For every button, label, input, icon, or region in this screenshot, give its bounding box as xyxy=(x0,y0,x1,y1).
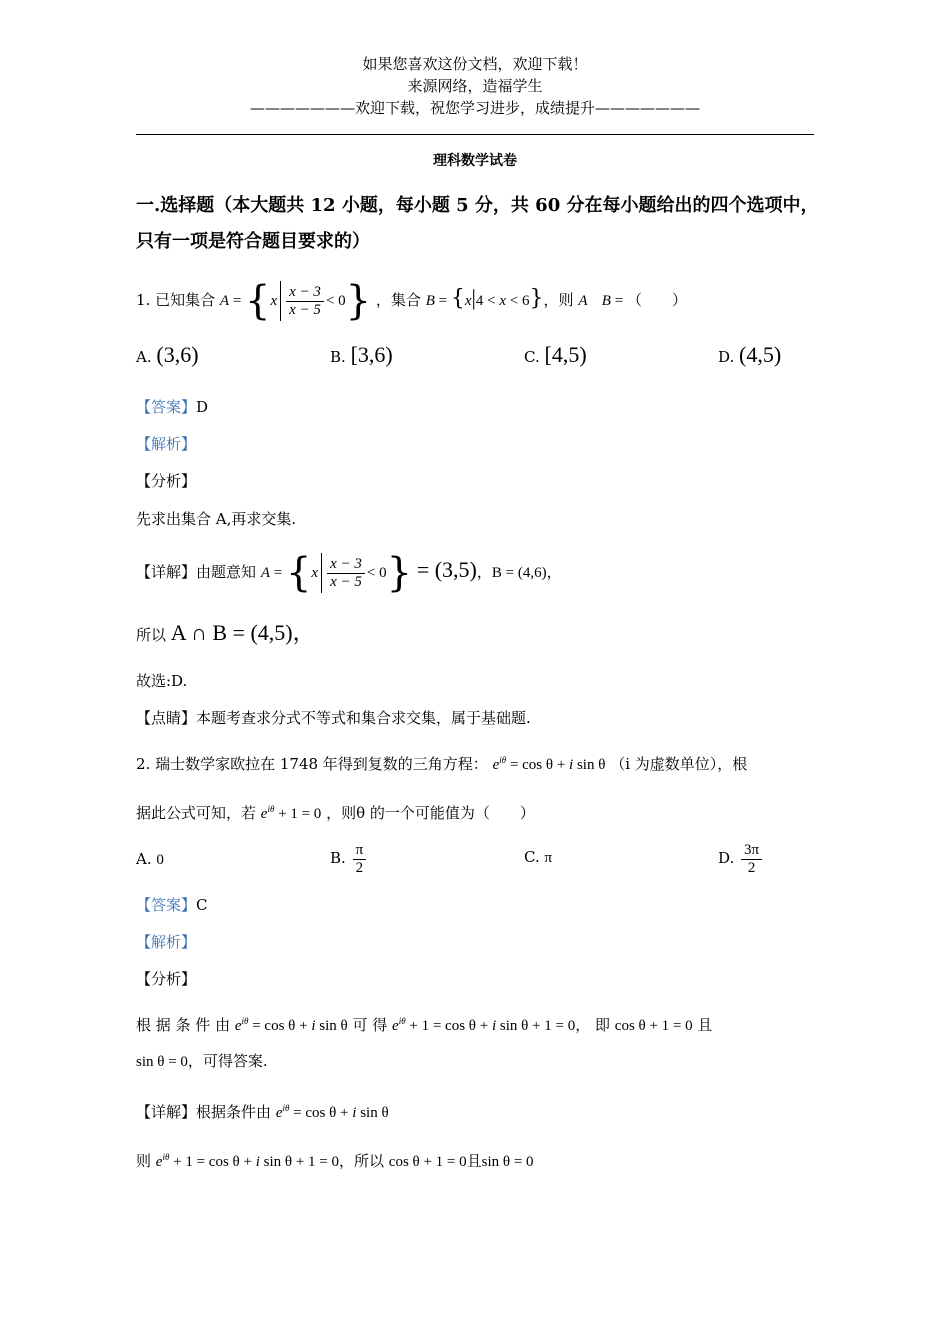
question-2-stem-line-2: 据此公式可知，若 $e^{i\theta} + 1 = 0$ ，则θ 的一个可能值为（ ） xyxy=(136,804,535,822)
question-number: 2. xyxy=(136,755,151,773)
q2-fenxi-line-2: sin θ = 0，可得答案. xyxy=(136,1052,268,1070)
header-line-3: ———————欢迎下载，祝您学习进步，成绩提升——————— xyxy=(249,99,700,117)
q1-option-b[interactable]: B. [3,6) xyxy=(330,342,393,367)
q1-jiexi-tag: 【解析】 xyxy=(136,435,197,453)
q1-option-a[interactable]: A. (3,6) xyxy=(136,342,199,367)
q1-option-c[interactable]: C. [4,5) xyxy=(524,342,587,367)
q2-jiexi-tag: 【解析】 xyxy=(136,933,197,951)
section-heading-line-2: 只有一项是符合题目要求的） xyxy=(136,231,370,252)
question-2-stem-line-1: 2. 瑞士数学家欧拉在 1748 年得到复数的三角方程： $e^{i\theta} = \cos \theta + i$ sin θ （i 为虚数单位），根 xyxy=(136,755,748,773)
q1-guxuan: 故选:D. xyxy=(136,672,188,690)
q2-xiangjie: 【详解】根据条件由 $e^{i\theta} = \cos \theta + i$ sin θ xyxy=(136,1103,389,1121)
q2-fenxi-tag: 【分析】 xyxy=(136,970,197,988)
q2-fenxi-line-1: 根 据 条 件 由 $e^{i\theta} = \cos \theta + i$ sin θ 可 得 $e^{i\theta} + 1 = \cos \theta + i$ sin θ + 1 = 0， 即 cos θ + 1 = 0 且 xyxy=(136,1016,713,1034)
question-1-stem: 1. 已知集合 A = {x $\frac{x - 3}{x - 5}$ < 0} ，集合 B = {x|4 < x < 6}，则 A B = （ ） xyxy=(136,278,687,324)
paper-title: 理科数学试卷 xyxy=(433,153,517,169)
question-number: 1. xyxy=(136,291,151,309)
q2-option-c[interactable]: C. π xyxy=(524,848,553,866)
q1-answer: 【答案】D xyxy=(136,398,209,416)
q2-answer: 【答案】C xyxy=(136,896,208,914)
section-heading-line-1: 一.选择题（本大题共 12 小题，每小题 5 分，共 60 分在每小题给出的四个选项中， xyxy=(136,195,819,216)
header-line-1: 如果您喜欢这份文档，欢迎下载！ xyxy=(362,55,588,73)
q1-dianjing: 【点睛】本题考查求分式不等式和集合求交集，属于基础题. xyxy=(136,709,531,727)
q1-option-d[interactable]: D. (4,5) xyxy=(718,342,782,367)
q2-option-b[interactable]: B. $\frac{\pi}{2}$ xyxy=(330,838,368,878)
q1-fenxi-text: 先求出集合 A,再求交集. xyxy=(136,510,297,528)
q2-option-a[interactable]: A. 0 xyxy=(136,850,164,868)
header-rule xyxy=(136,134,814,135)
q1-fenxi-tag: 【分析】 xyxy=(136,472,197,490)
q2-last-line: 则 $e^{i\theta} + 1 = \cos \theta + i$ sin θ + 1 = 0，所以 cos θ + 1 = 0且sin θ = 0 xyxy=(136,1152,534,1170)
q2-option-d[interactable]: D. $\frac{3\pi}{2}$ xyxy=(718,838,764,878)
fraction: $\frac{x - 3}{x - 5}$ xyxy=(286,284,324,319)
header-line-2: 来源网络，造福学生 xyxy=(407,77,543,95)
q1-xiangjie: 【详解】由题意知 A = {x $\frac{x - 3}{x - 5}$ < 0} = (3,5)，B = (4,6)， xyxy=(136,550,562,596)
q1-suoyi: 所以 A ∩ B = (4,5)， xyxy=(136,620,315,645)
